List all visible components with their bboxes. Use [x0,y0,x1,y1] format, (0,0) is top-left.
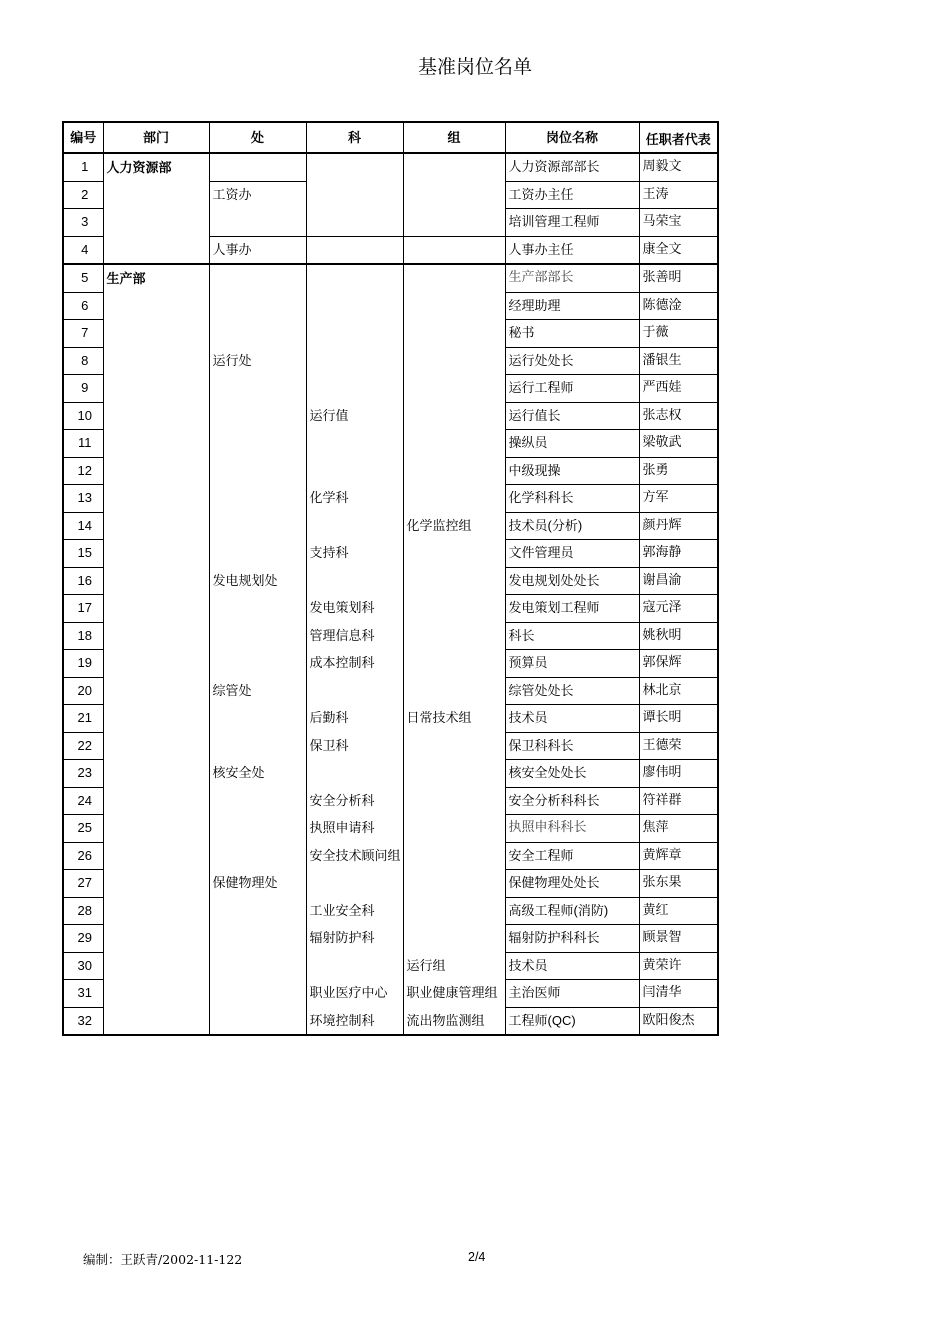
section-cell: 保卫科 [306,732,403,760]
department-cell [103,677,209,705]
row-number: 5 [63,264,103,292]
position-cell: 文件管理员 [505,540,639,568]
division-cell: 保健物理处 [209,870,306,898]
group-cell [403,375,505,403]
table-row [63,567,718,595]
division-cell: 人事办 [209,236,306,264]
table-row [63,457,718,485]
row-number: 26 [63,842,103,870]
row-number: 2 [63,181,103,209]
row-number: 18 [63,622,103,650]
position-cell: 安全分析科科长 [505,787,639,815]
representative-cell: 姚秋明 [639,622,718,650]
section-cell: 化学科 [306,485,403,513]
row-number: 10 [63,402,103,430]
group-cell [403,264,505,292]
section-cell [306,512,403,540]
group-cell [403,842,505,870]
row-number: 21 [63,705,103,733]
division-cell [209,952,306,980]
table-row [63,650,718,678]
division-cell [209,485,306,513]
footer-page-number: 2/4 [468,1250,486,1264]
department-cell [103,181,209,209]
division-cell [209,457,306,485]
row-number: 3 [63,209,103,237]
group-cell [403,485,505,513]
table-row [63,485,718,513]
table-row [63,760,718,788]
position-cell: 发电规划处处长 [505,567,639,595]
table-row [63,925,718,953]
department-cell [103,1007,209,1035]
department-cell: 生产部 [103,264,209,292]
table-row [63,540,718,568]
representative-cell: 焦萍 [639,815,718,843]
position-cell: 技术员(分析) [505,512,639,540]
division-cell [209,980,306,1008]
header-section: 科 [306,122,403,153]
representative-cell: 王德荣 [639,732,718,760]
position-cell: 核安全处处长 [505,760,639,788]
table-row [63,209,718,237]
department-cell [103,430,209,458]
row-number: 25 [63,815,103,843]
section-cell [306,209,403,237]
section-cell: 管理信息科 [306,622,403,650]
position-cell: 主治医师 [505,980,639,1008]
section-cell [306,760,403,788]
position-cell: 执照申科科长 [505,815,639,843]
group-cell: 运行组 [403,952,505,980]
division-cell [209,402,306,430]
representative-cell: 郭海静 [639,540,718,568]
section-cell: 发电策划科 [306,595,403,623]
row-number: 4 [63,236,103,264]
division-cell [209,320,306,348]
section-cell: 环境控制科 [306,1007,403,1035]
position-cell: 培训管理工程师 [505,209,639,237]
department-cell [103,320,209,348]
position-cell: 中级现操 [505,457,639,485]
department-cell [103,787,209,815]
department-cell [103,595,209,623]
position-cell: 技术员 [505,952,639,980]
representative-cell: 郭保辉 [639,650,718,678]
row-number: 16 [63,567,103,595]
header-division: 处 [209,122,306,153]
representative-cell: 于薇 [639,320,718,348]
group-cell [403,567,505,595]
division-cell [209,925,306,953]
position-cell: 运行处处长 [505,347,639,375]
section-cell: 职业医疗中心 [306,980,403,1008]
representative-cell: 黄辉章 [639,842,718,870]
table-row [63,732,718,760]
representative-cell: 黄红 [639,897,718,925]
department-cell [103,622,209,650]
department-cell [103,375,209,403]
representative-cell: 张善明 [639,264,718,292]
footer-author: 编制：王跃青/2002-11-122 [83,1252,243,1267]
representative-cell: 顾景智 [639,925,718,953]
group-cell [403,402,505,430]
row-number: 15 [63,540,103,568]
table-row [63,952,718,980]
section-cell: 成本控制科 [306,650,403,678]
table-row [63,292,718,320]
department-cell [103,209,209,237]
table-row [63,430,718,458]
group-cell [403,153,505,181]
division-cell [209,842,306,870]
row-number: 11 [63,430,103,458]
position-cell: 运行工程师 [505,375,639,403]
group-cell: 化学监控组 [403,512,505,540]
representative-cell: 闫清华 [639,980,718,1008]
header-representative: 任职者代表 [639,122,718,153]
group-cell [403,430,505,458]
department-cell [103,732,209,760]
division-cell [209,1007,306,1035]
representative-cell: 谭长明 [639,705,718,733]
page-title: 基准岗位名单 [417,56,532,78]
department-cell [103,650,209,678]
position-cell: 保健物理处处长 [505,870,639,898]
table-row [63,347,718,375]
representative-cell: 陈德淦 [639,292,718,320]
group-cell [403,347,505,375]
group-cell [403,622,505,650]
group-cell [403,209,505,237]
section-cell: 支持科 [306,540,403,568]
section-cell: 后勤科 [306,705,403,733]
position-cell: 生产部部长 [505,264,639,292]
row-number: 29 [63,925,103,953]
position-cell: 工程师(QC) [505,1007,639,1035]
representative-cell: 严西娃 [639,375,718,403]
table-header-row [63,122,718,153]
table-row [63,153,718,181]
representative-cell: 谢昌渝 [639,567,718,595]
group-cell [403,787,505,815]
department-cell [103,485,209,513]
group-cell [403,292,505,320]
division-cell [209,650,306,678]
division-cell [209,705,306,733]
row-number: 23 [63,760,103,788]
section-cell: 辐射防护科 [306,925,403,953]
division-cell: 运行处 [209,347,306,375]
table-row [63,622,718,650]
group-cell [403,540,505,568]
group-cell [403,677,505,705]
row-number: 24 [63,787,103,815]
division-cell [209,897,306,925]
representative-cell: 颜丹辉 [639,512,718,540]
row-number: 6 [63,292,103,320]
header-position: 岗位名称 [505,122,639,153]
group-cell [403,732,505,760]
table-row [63,980,718,1008]
position-cell: 人力资源部部长 [505,153,639,181]
department-cell [103,540,209,568]
section-cell: 工业安全科 [306,897,403,925]
department-cell [103,815,209,843]
header-group: 组 [403,122,505,153]
position-cell: 操纵员 [505,430,639,458]
representative-cell: 黄荣许 [639,952,718,980]
table-row [63,236,718,264]
position-cell: 化学科科长 [505,485,639,513]
row-number: 7 [63,320,103,348]
division-cell [209,153,306,181]
position-cell: 工资办主任 [505,181,639,209]
table-row [63,842,718,870]
representative-cell: 康全文 [639,236,718,264]
division-cell: 综管处 [209,677,306,705]
section-cell [306,375,403,403]
group-cell: 职业健康管理组 [403,980,505,1008]
table-row [63,595,718,623]
group-cell [403,457,505,485]
section-cell: 运行值 [306,402,403,430]
row-number: 22 [63,732,103,760]
representative-cell: 欧阳俊杰 [639,1007,718,1035]
row-number: 9 [63,375,103,403]
department-cell: 人力资源部 [103,153,209,181]
position-cell: 秘书 [505,320,639,348]
section-cell [306,430,403,458]
department-cell [103,236,209,264]
row-number: 28 [63,897,103,925]
division-cell [209,264,306,292]
position-cell: 科长 [505,622,639,650]
group-cell [403,650,505,678]
table-row [63,320,718,348]
division-cell: 工资办 [209,181,306,209]
row-number: 20 [63,677,103,705]
section-cell [306,677,403,705]
group-cell [403,760,505,788]
department-cell [103,402,209,430]
section-cell [306,181,403,209]
department-cell [103,457,209,485]
position-cell: 技术员 [505,705,639,733]
row-number: 17 [63,595,103,623]
row-number: 27 [63,870,103,898]
group-cell: 流出物监测组 [403,1007,505,1035]
representative-cell: 梁敬武 [639,430,718,458]
position-cell: 辐射防护科科长 [505,925,639,953]
representative-cell: 方军 [639,485,718,513]
position-cell: 综管处处长 [505,677,639,705]
department-cell [103,512,209,540]
representative-cell: 马荣宝 [639,209,718,237]
table-row [63,1007,718,1035]
table-row [63,181,718,209]
table-row [63,402,718,430]
group-cell [403,595,505,623]
group-cell [403,320,505,348]
division-cell [209,787,306,815]
group-cell [403,925,505,953]
department-cell [103,760,209,788]
section-cell: 执照申请科 [306,815,403,843]
representative-cell: 符祥群 [639,787,718,815]
section-cell [306,236,403,264]
position-cell: 预算员 [505,650,639,678]
division-cell [209,815,306,843]
position-cell: 经理助理 [505,292,639,320]
representative-cell: 张志权 [639,402,718,430]
department-cell [103,925,209,953]
section-cell [306,153,403,181]
row-number: 30 [63,952,103,980]
department-cell [103,705,209,733]
department-cell [103,870,209,898]
section-cell [306,292,403,320]
group-cell [403,897,505,925]
department-cell [103,292,209,320]
table-row [63,375,718,403]
representative-cell: 潘银生 [639,347,718,375]
group-cell: 日常技术组 [403,705,505,733]
representative-cell: 林北京 [639,677,718,705]
division-cell [209,622,306,650]
position-table [62,121,719,1036]
department-cell [103,980,209,1008]
table-row [63,870,718,898]
row-number: 1 [63,153,103,181]
position-cell: 人事办主任 [505,236,639,264]
department-cell [103,567,209,595]
row-number: 12 [63,457,103,485]
division-cell [209,732,306,760]
division-cell [209,209,306,237]
table-row [63,897,718,925]
department-cell [103,952,209,980]
division-cell [209,292,306,320]
section-cell [306,347,403,375]
group-cell [403,181,505,209]
section-cell [306,952,403,980]
header-department: 部门 [103,122,209,153]
section-cell [306,870,403,898]
representative-cell: 廖伟明 [639,760,718,788]
department-cell [103,347,209,375]
table-row [63,512,718,540]
row-number: 13 [63,485,103,513]
section-cell: 安全技术顾问组 [306,842,403,870]
representative-cell: 王涛 [639,181,718,209]
position-cell: 发电策划工程师 [505,595,639,623]
division-cell [209,512,306,540]
group-cell [403,815,505,843]
table-row [63,705,718,733]
table-row [63,677,718,705]
section-cell [306,264,403,292]
division-cell [209,540,306,568]
table-row [63,815,718,843]
division-cell: 核安全处 [209,760,306,788]
position-cell: 保卫科科长 [505,732,639,760]
position-cell: 高级工程师(消防) [505,897,639,925]
row-number: 8 [63,347,103,375]
representative-cell: 寇元泽 [639,595,718,623]
department-cell [103,842,209,870]
representative-cell: 张勇 [639,457,718,485]
position-cell: 运行值长 [505,402,639,430]
section-cell: 安全分析科 [306,787,403,815]
section-cell [306,320,403,348]
group-cell [403,870,505,898]
group-cell [403,236,505,264]
position-cell: 安全工程师 [505,842,639,870]
division-cell: 发电规划处 [209,567,306,595]
header-number: 编号 [63,122,103,153]
table-row [63,264,718,292]
table-row [63,787,718,815]
department-cell [103,897,209,925]
row-number: 19 [63,650,103,678]
row-number: 14 [63,512,103,540]
section-cell [306,457,403,485]
row-number: 32 [63,1007,103,1035]
representative-cell: 张东果 [639,870,718,898]
division-cell [209,430,306,458]
row-number: 31 [63,980,103,1008]
division-cell [209,595,306,623]
division-cell [209,375,306,403]
section-cell [306,567,403,595]
representative-cell: 周毅文 [639,153,718,181]
